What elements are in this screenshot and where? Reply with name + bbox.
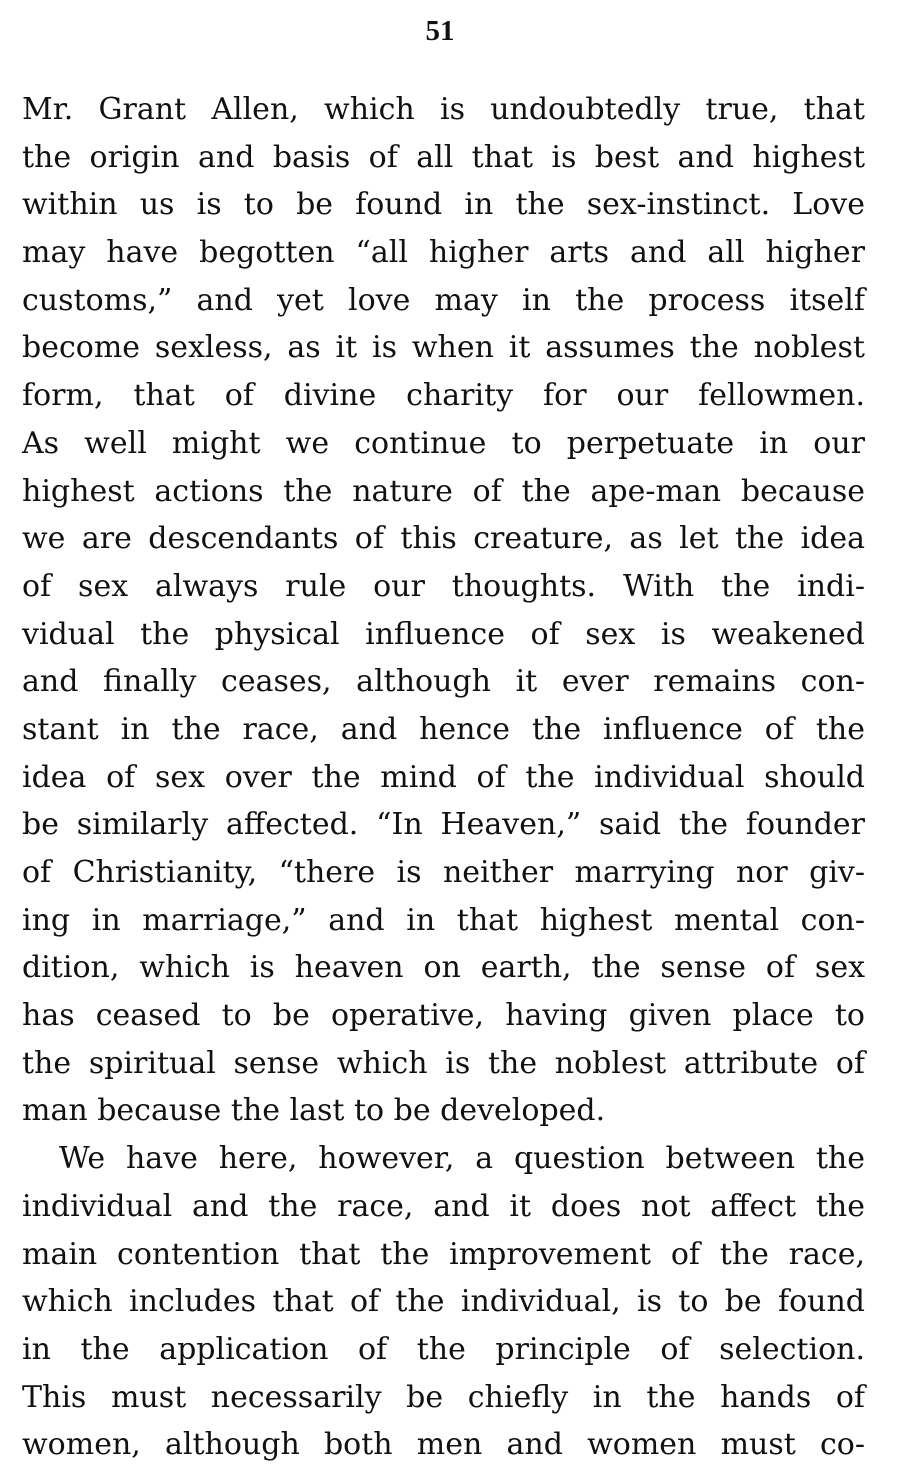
text-line: stant in the race, and hence the influence of the [22, 711, 865, 747]
text-line: which includes that of the individual, is to be found [22, 1284, 865, 1320]
text-line: within us is to be found in the sex-instinct. Love [22, 187, 865, 223]
page-number: 51 [425, 15, 455, 47]
text-line: As well might we continue to perpetuate in our [22, 425, 865, 461]
text-line: may have begotten “all higher arts and all higher [22, 235, 865, 271]
text-line: and finally ceases, although it ever remains con- [22, 664, 865, 700]
text-line: form, that of divine charity for our fellowmen. [22, 378, 865, 414]
text-line: individual and the race, and it does not affect the [22, 1188, 865, 1224]
text-line: highest actions the nature of the ape-man because [22, 473, 865, 509]
text-line: become sexless, as it is when it assumes the noblest [22, 330, 865, 366]
text-line: vidual the physical influence of sex is weakened [22, 616, 865, 652]
text-line: We have here, however, a question between the [59, 1141, 865, 1177]
page-text [22, 86, 865, 1469]
text-line: women, although both men and women must co- [22, 1427, 865, 1463]
text-line: we are descendants of this creature, as let the idea [22, 521, 865, 557]
paragraph-1 [22, 86, 865, 1135]
text-line: of sex always rule our thoughts. With the indi- [22, 568, 865, 604]
text-line: the spiritual sense which is the noblest attribute of [22, 1045, 865, 1081]
paragraph-2 [22, 1135, 865, 1469]
text-line: has ceased to be operative, having given place to [22, 998, 865, 1034]
text-line: This must necessarily be chiefly in the hands of [22, 1379, 865, 1415]
text-line: customs,” and yet love may in the process itself [22, 282, 865, 318]
text-line: Mr. Grant Allen, which is undoubtedly true, that [22, 92, 865, 127]
text-line: man because the last to be developed. [22, 1093, 606, 1129]
text-line: main contention that the improvement of the race, [22, 1236, 865, 1272]
text-line: in the application of the principle of selection. [22, 1331, 865, 1367]
text-line: the origin and basis of all that is best and highest [22, 139, 865, 175]
text-line: dition, which is heaven on earth, the sense of sex [22, 950, 865, 986]
text-line: be similarly affected. “In Heaven,” said the founder [22, 807, 865, 843]
text-line: of Christianity, “there is neither marrying nor giv- [22, 855, 865, 890]
text-line: ing in marriage,” and in that highest mental con- [22, 902, 865, 938]
text-line: idea of sex over the mind of the individual should [22, 759, 865, 795]
